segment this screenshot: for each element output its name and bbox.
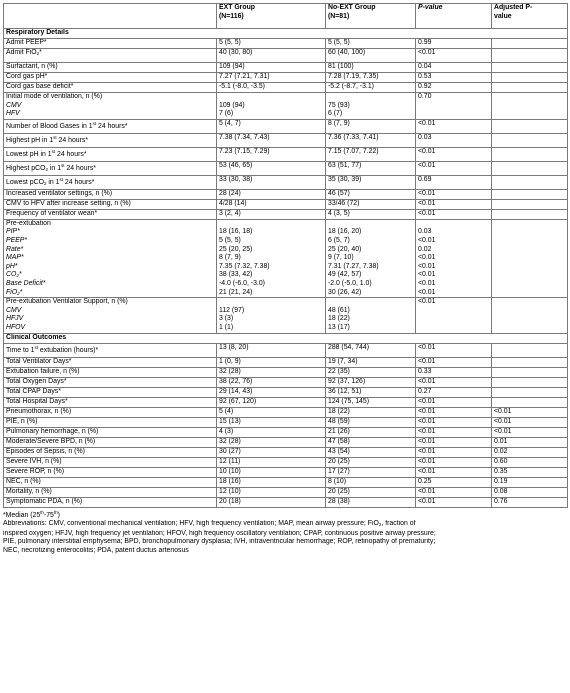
table-row bbox=[4, 39, 568, 49]
ext-value: 15 (13) bbox=[217, 417, 326, 427]
row-label-line: HFV bbox=[6, 110, 20, 118]
adjusted-p-value bbox=[492, 63, 568, 73]
noext-value: 7.15 (7.07, 7.22) bbox=[326, 147, 416, 161]
p-value: <0.01 bbox=[416, 49, 492, 63]
ext-value: 20 (18) bbox=[217, 497, 326, 507]
p-value-line: <0.01 bbox=[418, 262, 436, 270]
ext-value: 40 (30, 80) bbox=[217, 49, 326, 63]
table-row bbox=[4, 397, 568, 407]
adjusted-p-value bbox=[492, 357, 568, 367]
section-title: Clinical Outcomes bbox=[4, 333, 568, 343]
row-label-line: CMV bbox=[6, 101, 22, 109]
ext-value: 3 (2, 4) bbox=[217, 209, 326, 219]
noext-value: 21 (26) bbox=[326, 427, 416, 437]
adjusted-p-value bbox=[492, 199, 568, 209]
row-label bbox=[4, 219, 217, 297]
footnote-abbreviations: PIE, pulmonary interstitial emphysema; BPD, bronchopulmonary dysplasia; IVH, intraventricular hemorrhage; ROP, retinopathy of prematurity; bbox=[3, 538, 436, 546]
header-pvalue bbox=[416, 4, 492, 29]
noext-value-line: -2.0 (-5.0, 1.0) bbox=[328, 279, 372, 287]
table-row bbox=[4, 63, 568, 73]
noext-value-line: 7.31 (7.27, 7.38) bbox=[328, 262, 379, 270]
ext-value: 5 (4, 7) bbox=[217, 119, 326, 133]
adjusted-p-value bbox=[492, 83, 568, 93]
adjusted-p-value: 0.35 bbox=[492, 467, 568, 477]
footnotes bbox=[3, 509, 567, 556]
noext-value: 288 (54, 744) bbox=[326, 343, 416, 357]
p-value bbox=[416, 219, 492, 297]
ext-value-line: -4.0 (-6.0, -3.0) bbox=[219, 279, 265, 287]
ext-value: 12 (11) bbox=[217, 457, 326, 467]
p-value: 0.25 bbox=[416, 477, 492, 487]
table-row bbox=[4, 175, 568, 189]
adjusted-p-value-line bbox=[494, 93, 565, 102]
table-body bbox=[4, 4, 568, 508]
row-label-line: HFJV bbox=[6, 315, 24, 323]
ext-value: 92 (67, 120) bbox=[217, 397, 326, 407]
adjusted-p-value bbox=[492, 73, 568, 83]
table-row bbox=[4, 49, 568, 63]
ext-value-line: 3 (3) bbox=[219, 315, 234, 323]
p-value-line: <0.01 bbox=[418, 298, 436, 306]
ext-value: 7.27 (7.21, 7.31) bbox=[217, 73, 326, 83]
table-row bbox=[4, 343, 568, 357]
p-value: <0.01 bbox=[416, 487, 492, 497]
adjusted-p-value bbox=[492, 93, 568, 120]
p-value: <0.01 bbox=[416, 447, 492, 457]
adjusted-p-value: <0.01 bbox=[492, 427, 568, 437]
ext-value: 32 (28) bbox=[217, 437, 326, 447]
p-value: <0.01 bbox=[416, 377, 492, 387]
noext-value-line: 9 (7, 10) bbox=[328, 254, 354, 262]
noext-value: 17 (27) bbox=[326, 467, 416, 477]
row-label bbox=[4, 298, 217, 333]
p-value: <0.01 bbox=[416, 189, 492, 199]
noext-value bbox=[326, 298, 416, 333]
ext-value-line: 7.35 (7.32, 7.38) bbox=[219, 262, 270, 270]
row-label-line: Rate* bbox=[6, 245, 24, 253]
footnote-median: *Median (25th-75th) bbox=[3, 509, 60, 519]
noext-value: 47 (58) bbox=[326, 437, 416, 447]
adjusted-p-value bbox=[492, 397, 568, 407]
header-ext-line1: EXT Group bbox=[219, 4, 255, 11]
ext-value-line: 5 (5, 5) bbox=[219, 236, 241, 244]
row-label: Total Hospital Days* bbox=[4, 397, 217, 407]
noext-value: 46 (57) bbox=[326, 189, 416, 199]
adjusted-p-value bbox=[492, 387, 568, 397]
row-label-line: HFOV bbox=[6, 323, 26, 331]
ext-value-line: 109 (94) bbox=[219, 101, 245, 109]
p-value: <0.01 bbox=[416, 147, 492, 161]
adjusted-p-value bbox=[492, 377, 568, 387]
p-value-line: 0.03 bbox=[418, 228, 432, 236]
p-value-line: <0.01 bbox=[418, 279, 436, 287]
adjusted-p-value-line bbox=[494, 298, 565, 307]
p-value: <0.01 bbox=[416, 437, 492, 447]
table-row bbox=[4, 367, 568, 377]
p-value: 0.69 bbox=[416, 175, 492, 189]
adjusted-p-value bbox=[492, 175, 568, 189]
p-value: <0.01 bbox=[416, 357, 492, 367]
table-header-row bbox=[4, 4, 568, 29]
row-label: Total Ventilator Days* bbox=[4, 357, 217, 367]
ext-value: 7.38 (7.34, 7.43) bbox=[217, 133, 326, 147]
row-label: Highest pCO$_2$ in 1st 24 hours* bbox=[4, 161, 217, 175]
header-noext-line1: No-EXT Group bbox=[328, 4, 376, 11]
p-value: 0.04 bbox=[416, 63, 492, 73]
row-label: Total Oxygen Days* bbox=[4, 377, 217, 387]
table-row bbox=[4, 427, 568, 437]
row-label: Moderate/Severe BPD, n (%) bbox=[4, 437, 217, 447]
row-label-line: CMV bbox=[6, 306, 22, 314]
ext-value: -5.1 (-8.0, -3.5) bbox=[217, 83, 326, 93]
document bbox=[3, 3, 567, 555]
p-value-line: <0.01 bbox=[418, 236, 436, 244]
ext-value-line: 1 (1) bbox=[219, 323, 234, 331]
ext-value: 32 (28) bbox=[217, 367, 326, 377]
row-label: Episodes of Sepsis, n (%) bbox=[4, 447, 217, 457]
noext-value: 63 (51, 77) bbox=[326, 161, 416, 175]
adjusted-p-value bbox=[492, 147, 568, 161]
row-label: Symptomatic PDA, n (%) bbox=[4, 497, 217, 507]
ext-value: 4/28 (14) bbox=[217, 199, 326, 209]
p-value: <0.01 bbox=[416, 427, 492, 437]
ext-value-line: 112 (97) bbox=[219, 306, 245, 314]
adjusted-p-value bbox=[492, 209, 568, 219]
ext-value bbox=[217, 93, 326, 120]
noext-value-line: 48 (61) bbox=[328, 306, 350, 314]
header-adj-line1: Adjusted P- bbox=[494, 4, 533, 11]
table-row bbox=[4, 487, 568, 497]
p-value: <0.01 bbox=[416, 397, 492, 407]
p-value bbox=[416, 298, 492, 333]
noext-value-line: 6 (5, 7) bbox=[328, 236, 350, 244]
table-row-group bbox=[4, 93, 568, 120]
ext-value: 5 (5, 5) bbox=[217, 39, 326, 49]
noext-value-line: 25 (20, 40) bbox=[328, 245, 362, 253]
p-value-line: 0.70 bbox=[418, 93, 432, 100]
ext-value-line: 38 (33, 42) bbox=[219, 271, 253, 279]
noext-value-line: 6 (7) bbox=[328, 110, 343, 118]
noext-value: 28 (38) bbox=[326, 497, 416, 507]
footnote-abbreviations: NEC, necrotizing enterocolitis; PDA, patent ductus arteriosus bbox=[3, 546, 189, 554]
noext-value-line: 18 (22) bbox=[328, 315, 350, 323]
row-label: Admit PEEP* bbox=[4, 39, 217, 49]
header-ext-line2: (N=116) bbox=[219, 12, 244, 20]
noext-value-line: 49 (42, 57) bbox=[328, 271, 362, 279]
p-value-line: <0.01 bbox=[418, 271, 436, 279]
row-label-line: Initial mode of ventilation, n (%) bbox=[6, 93, 103, 100]
table-row bbox=[4, 377, 568, 387]
row-label: Surfactant, n (%) bbox=[4, 63, 217, 73]
noext-value: 22 (35) bbox=[326, 367, 416, 377]
row-label: Frequency of ventilator wean* bbox=[4, 209, 217, 219]
row-label bbox=[4, 93, 217, 120]
ext-value bbox=[217, 219, 326, 297]
table-row bbox=[4, 447, 568, 457]
p-value-line: 0.02 bbox=[418, 245, 432, 253]
row-label: Severe ROP, n (%) bbox=[4, 467, 217, 477]
row-label: Admit FiO$_2$* bbox=[4, 49, 217, 63]
row-label: Increased ventilator settings, n (%) bbox=[4, 189, 217, 199]
row-label: NEC, n (%) bbox=[4, 477, 217, 487]
ext-value: 18 (16) bbox=[217, 477, 326, 487]
row-label: Time to 1st extubation (hours)* bbox=[4, 343, 217, 357]
p-value: <0.01 bbox=[416, 161, 492, 175]
row-label-line: Pre-extubation bbox=[6, 219, 51, 227]
p-value: 0.27 bbox=[416, 387, 492, 397]
ext-value: 5 (4) bbox=[217, 407, 326, 417]
row-label-line: Pre-extubation Ventilator Support, n (%) bbox=[6, 298, 128, 306]
noext-value: 7.36 (7.33, 7.41) bbox=[326, 133, 416, 147]
table-row bbox=[4, 83, 568, 93]
noext-value: 36 (12, 51) bbox=[326, 387, 416, 397]
header-ext-group bbox=[217, 4, 326, 29]
header-adj-line2: value bbox=[494, 12, 512, 20]
adjusted-p-value: 0.19 bbox=[492, 477, 568, 487]
adjusted-p-value: 0.01 bbox=[492, 437, 568, 447]
noext-value: 35 (30, 39) bbox=[326, 175, 416, 189]
adjusted-p-value bbox=[492, 189, 568, 199]
table-row bbox=[4, 497, 568, 507]
adjusted-p-value: 0.02 bbox=[492, 447, 568, 457]
table-row bbox=[4, 477, 568, 487]
table-row bbox=[4, 189, 568, 199]
header-noext-group bbox=[326, 4, 416, 29]
row-label: Extubation failure, n (%) bbox=[4, 367, 217, 377]
noext-value: 19 (7, 34) bbox=[326, 357, 416, 367]
table-row bbox=[4, 407, 568, 417]
noext-value-line bbox=[328, 220, 413, 229]
adjusted-p-value bbox=[492, 119, 568, 133]
row-label-line: MAP* bbox=[6, 254, 24, 262]
ext-value: 13 (8, 20) bbox=[217, 343, 326, 357]
header-pvalue-text: P-value bbox=[418, 4, 443, 11]
adjusted-p-value: <0.01 bbox=[492, 407, 568, 417]
table-row-group bbox=[4, 219, 568, 297]
p-value: 0.99 bbox=[416, 39, 492, 49]
ext-value: 33 (30, 38) bbox=[217, 175, 326, 189]
p-value bbox=[416, 93, 492, 120]
table-row bbox=[4, 467, 568, 477]
noext-value: 18 (22) bbox=[326, 407, 416, 417]
row-label-line: PIP* bbox=[6, 228, 20, 236]
p-value: <0.01 bbox=[416, 407, 492, 417]
row-label: Pulmonary hemorrhage, n (%) bbox=[4, 427, 217, 437]
p-value: <0.01 bbox=[416, 209, 492, 219]
ext-value: 4 (3) bbox=[217, 427, 326, 437]
p-value: <0.01 bbox=[416, 199, 492, 209]
adjusted-p-value bbox=[492, 367, 568, 377]
adjusted-p-value bbox=[492, 39, 568, 49]
noext-value: 81 (100) bbox=[326, 63, 416, 73]
row-label: PIE, n (%) bbox=[4, 417, 217, 427]
noext-value: 4 (3, 5) bbox=[326, 209, 416, 219]
ext-value-line: 8 (7, 9) bbox=[219, 254, 241, 262]
header-noext-line2: (N=81) bbox=[328, 12, 350, 20]
table-row bbox=[4, 209, 568, 219]
noext-value: 8 (7, 9) bbox=[326, 119, 416, 133]
ext-value: 1 (0, 9) bbox=[217, 357, 326, 367]
ext-value bbox=[217, 298, 326, 333]
header-blank bbox=[4, 4, 217, 29]
adjusted-p-value: 0.08 bbox=[492, 487, 568, 497]
adjusted-p-value: 0.60 bbox=[492, 457, 568, 467]
noext-value: 92 (37, 126) bbox=[326, 377, 416, 387]
row-label: Pneumothorax, n (%) bbox=[4, 407, 217, 417]
row-label: Lowest pH in 1st 24 hours* bbox=[4, 147, 217, 161]
noext-value-line: 75 (93) bbox=[328, 101, 350, 109]
p-value: <0.01 bbox=[416, 467, 492, 477]
table-row bbox=[4, 437, 568, 447]
row-label-line: pH* bbox=[6, 262, 18, 270]
footnote-abbreviations: Abbreviations: CMV, conventional mechanical ventilation; HFV, high frequency ventilation; MAP, mean airway pressure; FiO$_2$, fraction of bbox=[3, 520, 416, 528]
noext-value: 20 (25) bbox=[326, 487, 416, 497]
adjusted-p-value bbox=[492, 133, 568, 147]
p-value: 0.33 bbox=[416, 367, 492, 377]
ext-value-line: 21 (21, 24) bbox=[219, 288, 253, 296]
row-label-line: Base Deficit* bbox=[6, 279, 46, 287]
table-row bbox=[4, 119, 568, 133]
section-respiratory-details bbox=[4, 29, 568, 39]
p-value: 0.53 bbox=[416, 73, 492, 83]
noext-value-line: 18 (16, 20) bbox=[328, 228, 362, 236]
table-row bbox=[4, 147, 568, 161]
table-row-group bbox=[4, 298, 568, 333]
results-table bbox=[3, 3, 568, 508]
ext-value: 53 (46, 65) bbox=[217, 161, 326, 175]
row-label-line: $CO_2*$ bbox=[6, 271, 22, 279]
noext-value: -5.2 (-8.7, -3.1) bbox=[326, 83, 416, 93]
p-value: <0.01 bbox=[416, 119, 492, 133]
p-value: <0.01 bbox=[416, 457, 492, 467]
row-label: Number of Blood Gases in 1st 24 hours* bbox=[4, 119, 217, 133]
p-value-line: <0.01 bbox=[418, 288, 436, 296]
row-label: Mortality, n (%) bbox=[4, 487, 217, 497]
noext-value-line: 13 (17) bbox=[328, 323, 350, 331]
ext-value: 28 (24) bbox=[217, 189, 326, 199]
ext-value-line: 25 (20, 25) bbox=[219, 245, 253, 253]
ext-value-line bbox=[219, 298, 323, 307]
table-row bbox=[4, 133, 568, 147]
noext-value-line: 30 (26, 42) bbox=[328, 288, 362, 296]
ext-value: 7.23 (7.15, 7.29) bbox=[217, 147, 326, 161]
row-label: Total CPAP Days* bbox=[4, 387, 217, 397]
adjusted-p-value bbox=[492, 343, 568, 357]
noext-value: 43 (54) bbox=[326, 447, 416, 457]
p-value: <0.01 bbox=[416, 343, 492, 357]
header-adjusted-pvalue bbox=[492, 4, 568, 29]
ext-value: 109 (94) bbox=[217, 63, 326, 73]
ext-value: 38 (22, 76) bbox=[217, 377, 326, 387]
table-row bbox=[4, 357, 568, 367]
row-label: Severe IVH, n (%) bbox=[4, 457, 217, 467]
table-row bbox=[4, 199, 568, 209]
ext-value-line bbox=[219, 220, 323, 229]
noext-value-line bbox=[328, 93, 413, 102]
section-title: Respiratory Details bbox=[4, 29, 568, 39]
adjusted-p-value: <0.01 bbox=[492, 417, 568, 427]
noext-value-line bbox=[328, 298, 413, 307]
p-value: <0.01 bbox=[416, 417, 492, 427]
row-label: CMV to HFV after increase setting, n (%) bbox=[4, 199, 217, 209]
noext-value: 124 (75, 145) bbox=[326, 397, 416, 407]
noext-value: 20 (25) bbox=[326, 457, 416, 467]
ext-value-line: 7 (6) bbox=[219, 110, 234, 118]
p-value: 0.03 bbox=[416, 133, 492, 147]
ext-value-line bbox=[219, 93, 323, 102]
noext-value bbox=[326, 93, 416, 120]
adjusted-p-value bbox=[492, 161, 568, 175]
noext-value: 60 (40, 100) bbox=[326, 49, 416, 63]
row-label: Cord gas pH* bbox=[4, 73, 217, 83]
table-row bbox=[4, 73, 568, 83]
table-row bbox=[4, 457, 568, 467]
row-label: Highest pH in 1st 24 hours* bbox=[4, 133, 217, 147]
row-label-line: FiO$_2$* bbox=[6, 288, 23, 296]
p-value-line bbox=[418, 220, 489, 229]
p-value-line: <0.01 bbox=[418, 254, 436, 262]
adjusted-p-value bbox=[492, 219, 568, 297]
noext-value: 48 (59) bbox=[326, 417, 416, 427]
noext-value: 33/46 (72) bbox=[326, 199, 416, 209]
table-row bbox=[4, 387, 568, 397]
ext-value-line: 18 (16, 18) bbox=[219, 228, 253, 236]
row-label-line: PEEP* bbox=[6, 236, 28, 244]
adjusted-p-value: 0.76 bbox=[492, 497, 568, 507]
row-label: Lowest pCO$_2$ in 1st 24 hours* bbox=[4, 175, 217, 189]
adjusted-p-value bbox=[492, 49, 568, 63]
noext-value: 8 (10) bbox=[326, 477, 416, 487]
noext-value bbox=[326, 219, 416, 297]
table-row bbox=[4, 417, 568, 427]
ext-value: 30 (27) bbox=[217, 447, 326, 457]
ext-value: 12 (10) bbox=[217, 487, 326, 497]
table-row bbox=[4, 161, 568, 175]
p-value: <0.01 bbox=[416, 497, 492, 507]
p-value: 0.92 bbox=[416, 83, 492, 93]
row-label: Cord gas base deficit* bbox=[4, 83, 217, 93]
ext-value: 29 (14, 43) bbox=[217, 387, 326, 397]
adjusted-p-value-line bbox=[494, 220, 565, 229]
section-clinical-outcomes bbox=[4, 333, 568, 343]
adjusted-p-value bbox=[492, 298, 568, 333]
ext-value: 10 (10) bbox=[217, 467, 326, 477]
noext-value: 7.28 (7.19, 7.35) bbox=[326, 73, 416, 83]
footnote-abbreviations: inspired oxygen; HFJV, high frequency jet ventilation; HFOV, high frequency oscillatory ventilation; CPAP, continuous positive airway pressure; bbox=[3, 529, 436, 537]
noext-value: 5 (5, 5) bbox=[326, 39, 416, 49]
